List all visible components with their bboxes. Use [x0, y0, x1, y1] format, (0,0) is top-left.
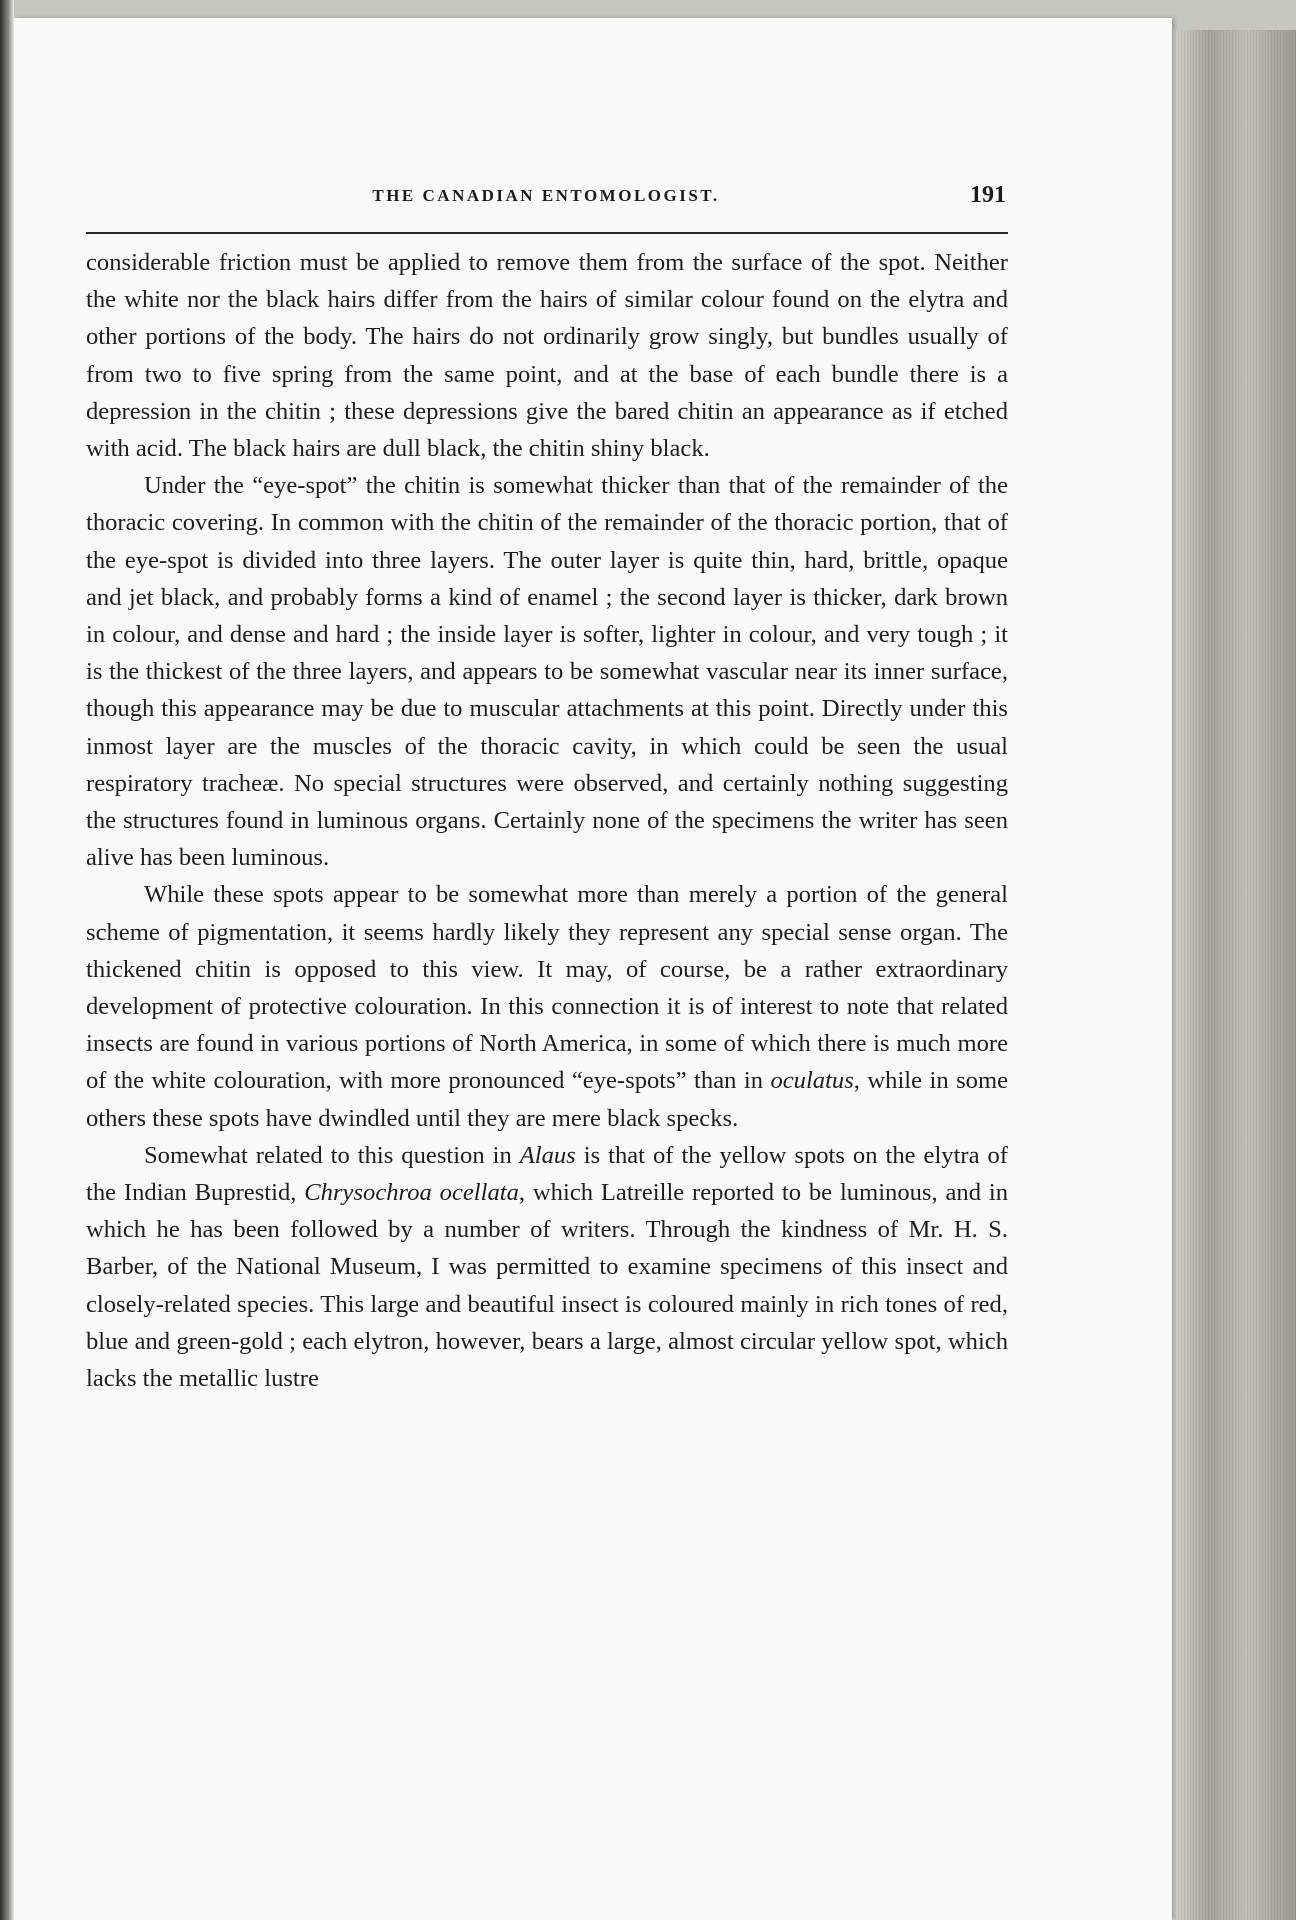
page-stack-edge — [1172, 30, 1296, 1920]
paragraph-4-text-b: is that of the yellow spots on the elytra of the Indian Buprestid, — [86, 1141, 1008, 1207]
species-name-oculatus: oculatus — [770, 1067, 854, 1095]
paragraph-1: considerable friction must be applied to remove them from the surface of the spot. Neither the white nor the black hairs differ from the hairs of similar colour found on the elytra and other portions of the body. The hairs do not ordinarily grow singly, but bundles usually of from two to five spring from the same point, and at the base of each bundle there is a depression in the chitin ; these depressions give the bared chitin an appearance as if etched with acid. The black hairs are dull black, the chitin shiny black. — [86, 249, 1008, 463]
page-number: 191 — [970, 182, 1006, 208]
paragraph-3 — [86, 876, 1008, 1136]
header-rule — [86, 232, 1008, 234]
paragraph-3-text-b: , while in some others these spots have dwindled until they are mere black specks. — [86, 1067, 1009, 1132]
paragraph-3-text-a: While these spots appear to be somewhat more than merely a portion of the general scheme of pigmentation, it seems hardly likely they represent any special sense organ. The thickened chitin is opposed to this view. It may, of course, be a rather extraordinary development of protective colouration. In this connection it is of interest to note that related insects are found in various portions of North America, in some of which there is much more of the white colouration, with more pronounced “eye-spots” than in — [86, 881, 1008, 1095]
book-gutter-edge — [0, 0, 14, 1920]
species-name-chrysochroa: Chrysochroa ocellata — [304, 1179, 519, 1207]
genus-name-alaus: Alaus — [519, 1141, 576, 1169]
paragraph-4 — [86, 1137, 1008, 1397]
body-text — [86, 244, 1008, 1397]
paragraph-4-text-c: , which Latreille reported to be luminous, and in which he has been followed by a number of writers. Through the kindness of Mr. H. S. Barber, of the National Museum, I was permitted to examine specimens of this insect and closely-related species. This large and beautiful insect is coloured mainly in rich tones of red, blue and green-gold ; each elytron, however, bears a large, almost circular yellow spot, which lacks the metallic lustre — [86, 1179, 1009, 1393]
paragraph-2: Under the “eye-spot” the chitin is somewhat thicker than that of the remainder of the thoracic covering. In common with the chitin of the remainder of the thoracic portion, that of the eye-spot is divided into three layers. The outer layer is quite thin, hard, brittle, opaque and jet black, and probably forms a kind of enamel ; the second layer is thicker, dark brown in colour, and dense and hard ; the inside layer is softer, lighter in colour, and very tough ; it is the thickest of the three layers, and appears to be somewhat vascular near its inner surface, though this appearance may be due to muscular attachments at this point. Directly under this inmost layer are the muscles of the thoracic cavity, in which could be seen the usual respiratory tracheæ. No special structures were observed, and certainly nothing suggesting the structures found in luminous organs. Certainly none of the specimens the writer has seen alive has been luminous. — [86, 472, 1008, 872]
paragraph-4-text-a: Somewhat related to this question in — [144, 1141, 520, 1169]
page-header — [86, 178, 1006, 218]
running-head: THE CANADIAN ENTOMOLOGIST. — [372, 186, 720, 205]
